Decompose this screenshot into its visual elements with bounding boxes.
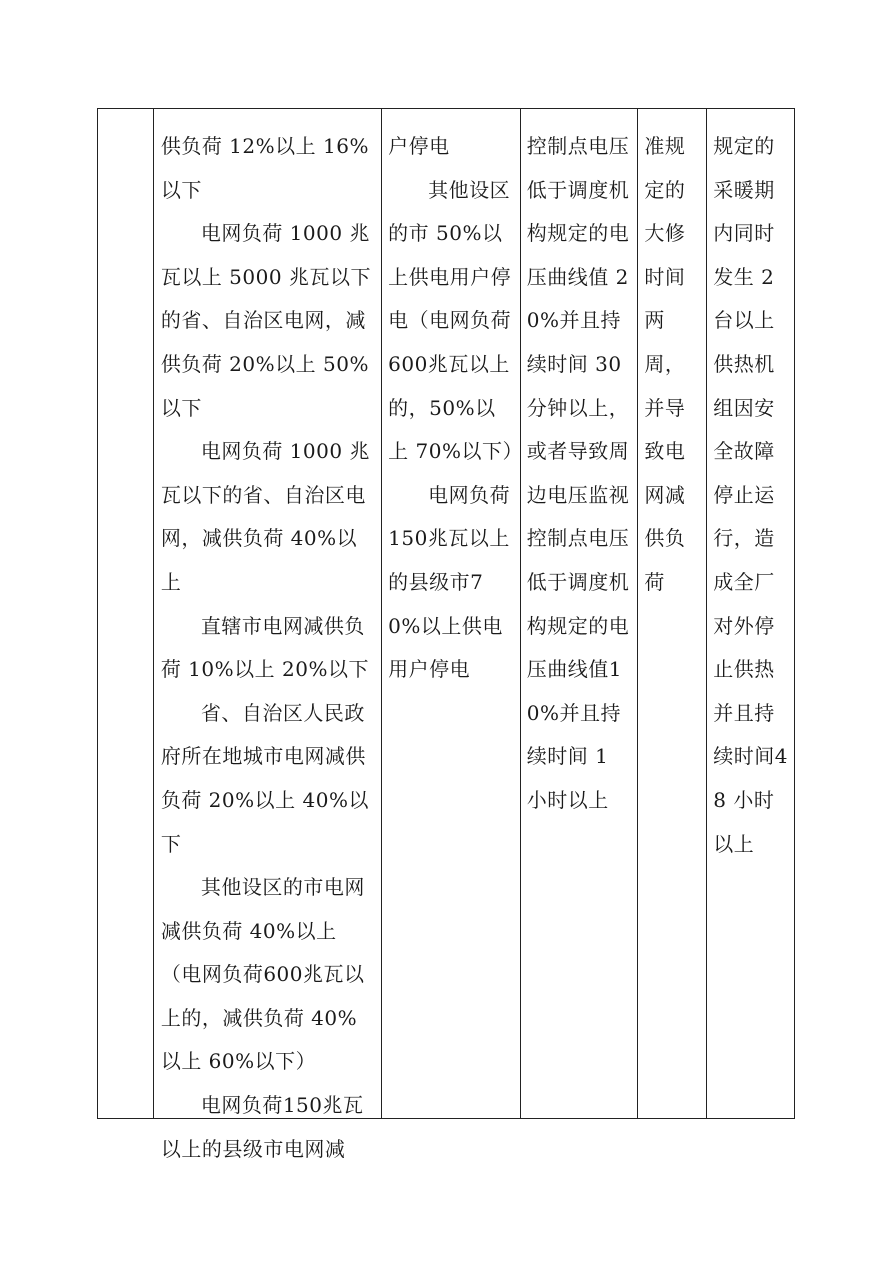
paragraph: 电网负荷150兆瓦以上的县级市70%以上供电用户停电 bbox=[388, 482, 511, 682]
outage-text bbox=[388, 125, 523, 692]
paragraph: 电网负荷 1000 兆瓦以下的省、自治区电网，减供负荷 40%以上 bbox=[160, 439, 370, 594]
table-column-heating bbox=[707, 109, 794, 1118]
heating-text: 规定的采暖期内同时发生 2 台以上供热机组因安全故障停止运行，造成全厂对外停止供热并且持续时间48 小时以上 bbox=[713, 134, 788, 856]
document-table bbox=[97, 108, 795, 1161]
paragraph: 其他设区的市 50%以上供电用户停电（电网负荷600兆瓦以上的，50%以上 70%以下） bbox=[388, 177, 523, 464]
paragraph: 电网负荷 1000 兆瓦以上 5000 兆瓦以下的省、自治区电网，减供负荷 20%以上 50%以下 bbox=[160, 221, 371, 420]
paragraph: 电网负荷150兆瓦以上的县级市电网减 bbox=[160, 1093, 364, 1161]
maintenance-text: 准规定的大修时间两周，并导致电网减供负荷 bbox=[644, 134, 686, 594]
paragraph: 其他设区的市电网减供负荷 40%以上（电网负荷600兆瓦以上的，减供负荷 40%以上 60%以下） bbox=[160, 875, 365, 1074]
table-column-outage bbox=[382, 109, 521, 1118]
paragraph: 供负荷 12%以上 16%以下 bbox=[160, 134, 369, 202]
paragraph: 省、自治区人民政府所在地城市电网减供负荷 20%以上 40%以下 bbox=[160, 700, 369, 856]
table-column-maintenance bbox=[638, 109, 707, 1118]
table-column-load-reduction bbox=[154, 109, 382, 1161]
paragraph: 直辖市电网减供负荷 10%以上 20%以下 bbox=[160, 613, 369, 682]
table-column-category bbox=[98, 109, 154, 1118]
load-reduction-text bbox=[161, 125, 377, 1171]
voltage-text: 控制点电压低于调度机构规定的电压曲线值 20%并且持续时间 30 分钟以上，或者导致周边电压监视控制点电压低于调度机构规定的电压曲线值10%并且持续时间 1 小时以上 bbox=[526, 134, 630, 812]
paragraph: 户停电 bbox=[388, 134, 450, 158]
table-column-voltage bbox=[521, 109, 639, 1118]
